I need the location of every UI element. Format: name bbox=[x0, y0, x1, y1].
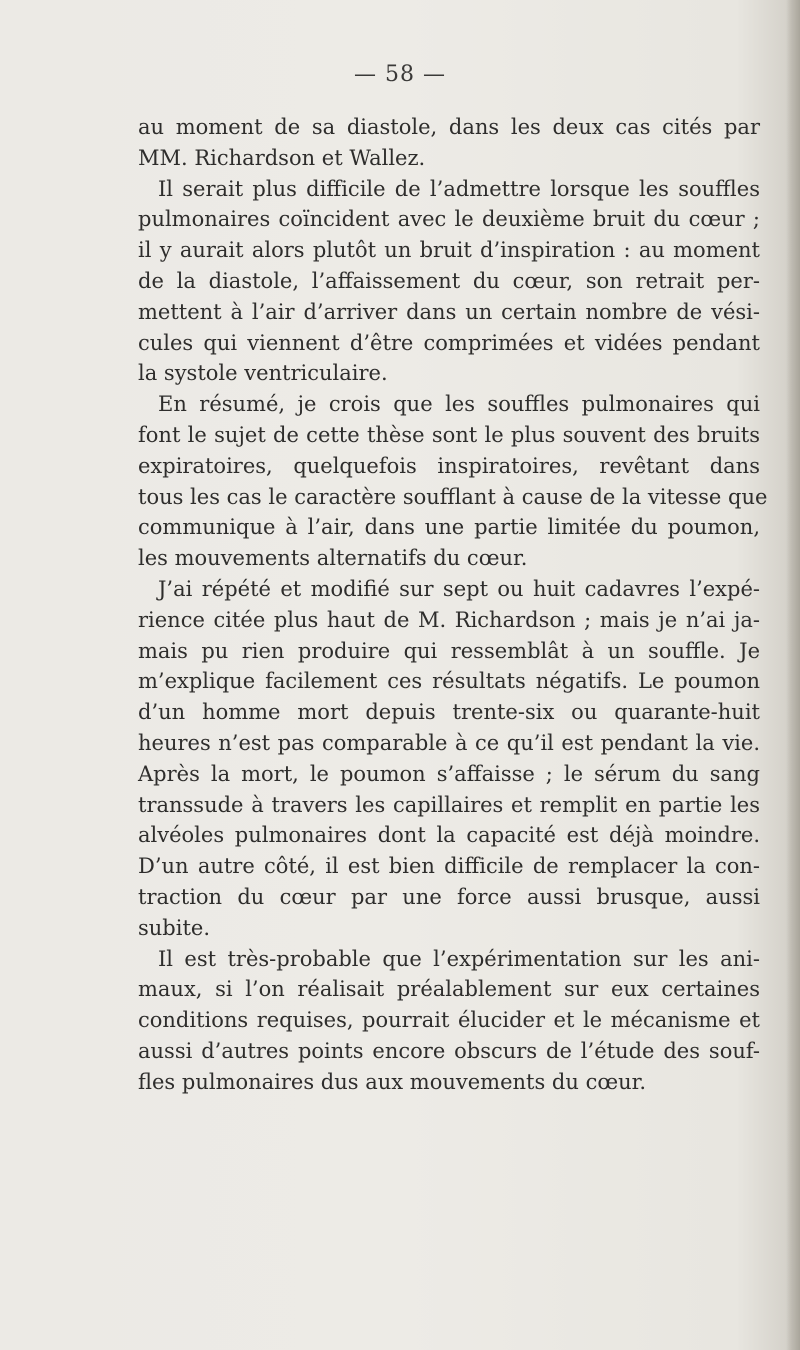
text-line: transsude à travers les capillaires et remplit en partie les bbox=[138, 792, 760, 817]
text-line: communique à l’air, dans une partie limitée du poumon, bbox=[138, 515, 760, 540]
text-line: expiratoires, quelquefois inspiratoires, revêtant dans bbox=[138, 453, 760, 478]
text-line: rience citée plus haut de M. Richardson ; mais je n’ai ja- bbox=[138, 607, 760, 632]
text-line: m’explique facilement ces résultats négatifs. Le poumon bbox=[138, 669, 760, 694]
text-line: J’ai répété et modifié sur sept ou huit cadavres l’expé- bbox=[158, 576, 760, 601]
text-line: mais pu rien produire qui ressemblât à un souffle. Je bbox=[138, 638, 760, 663]
text-line: maux, si l’on réalisait préalablement sur eux certaines bbox=[138, 977, 760, 1002]
text-line: Après la mort, le poumon s’affaisse ; le sérum du sang bbox=[138, 761, 760, 786]
body-text bbox=[138, 112, 768, 1098]
text-line: il y aurait alors plutôt un bruit d’inspiration : au moment bbox=[138, 238, 760, 263]
text-line: heures n’est pas comparable à ce qu’il est pendant la vie. bbox=[138, 730, 760, 755]
text-line: alvéoles pulmonaires dont la capacité est déjà moindre. bbox=[138, 823, 760, 848]
text-line: aussi d’autres points encore obscurs de l’étude des souf- bbox=[138, 1038, 760, 1063]
text-line: d’un homme mort depuis trente-six ou quarante-huit bbox=[138, 700, 760, 725]
text-line: cules qui viennent d’être comprimées et vidées pendant bbox=[138, 330, 760, 355]
text-line: les mouvements alternatifs du cœur. bbox=[138, 546, 528, 571]
text-line: Il est très-probable que l’expérimentation sur les ani- bbox=[158, 946, 760, 971]
text-line: au moment de sa diastole, dans les deux cas cités par bbox=[138, 115, 760, 139]
text-line: la systole ventriculaire. bbox=[138, 361, 388, 386]
text-line: de la diastole, l’affaissement du cœur, son retrait per- bbox=[138, 268, 760, 293]
text-line: font le sujet de cette thèse sont le plus souvent des bruits bbox=[138, 422, 760, 447]
text-line: MM. Richardson et Wallez. bbox=[138, 145, 426, 170]
text-line: traction du cœur par une force aussi brusque, aussi bbox=[138, 884, 760, 909]
text-line: D’un autre côté, il est bien difficile de remplacer la con- bbox=[138, 854, 760, 879]
page-edge-shadow bbox=[786, 0, 800, 1350]
text-line: fles pulmonaires dus aux mouvements du cœur. bbox=[138, 1069, 647, 1094]
text-line: En résumé, je crois que les souffles pulmonaires qui bbox=[158, 392, 760, 417]
text-line: Il serait plus difficile de l’admettre lorsque les souffles bbox=[158, 176, 760, 201]
text-line: subite. bbox=[138, 915, 211, 940]
page-number: — 58 — bbox=[354, 62, 446, 87]
text-line: pulmonaires coïncident avec le deuxième bruit du cœur ; bbox=[138, 207, 760, 232]
text-line: tous les cas le caractère soufflant à cause de la vitesse que bbox=[138, 484, 768, 509]
text-line: conditions requises, pourrait élucider et le mécanisme et bbox=[138, 1008, 760, 1033]
text-line: mettent à l’air d’arriver dans un certain nombre de vési- bbox=[138, 299, 760, 324]
